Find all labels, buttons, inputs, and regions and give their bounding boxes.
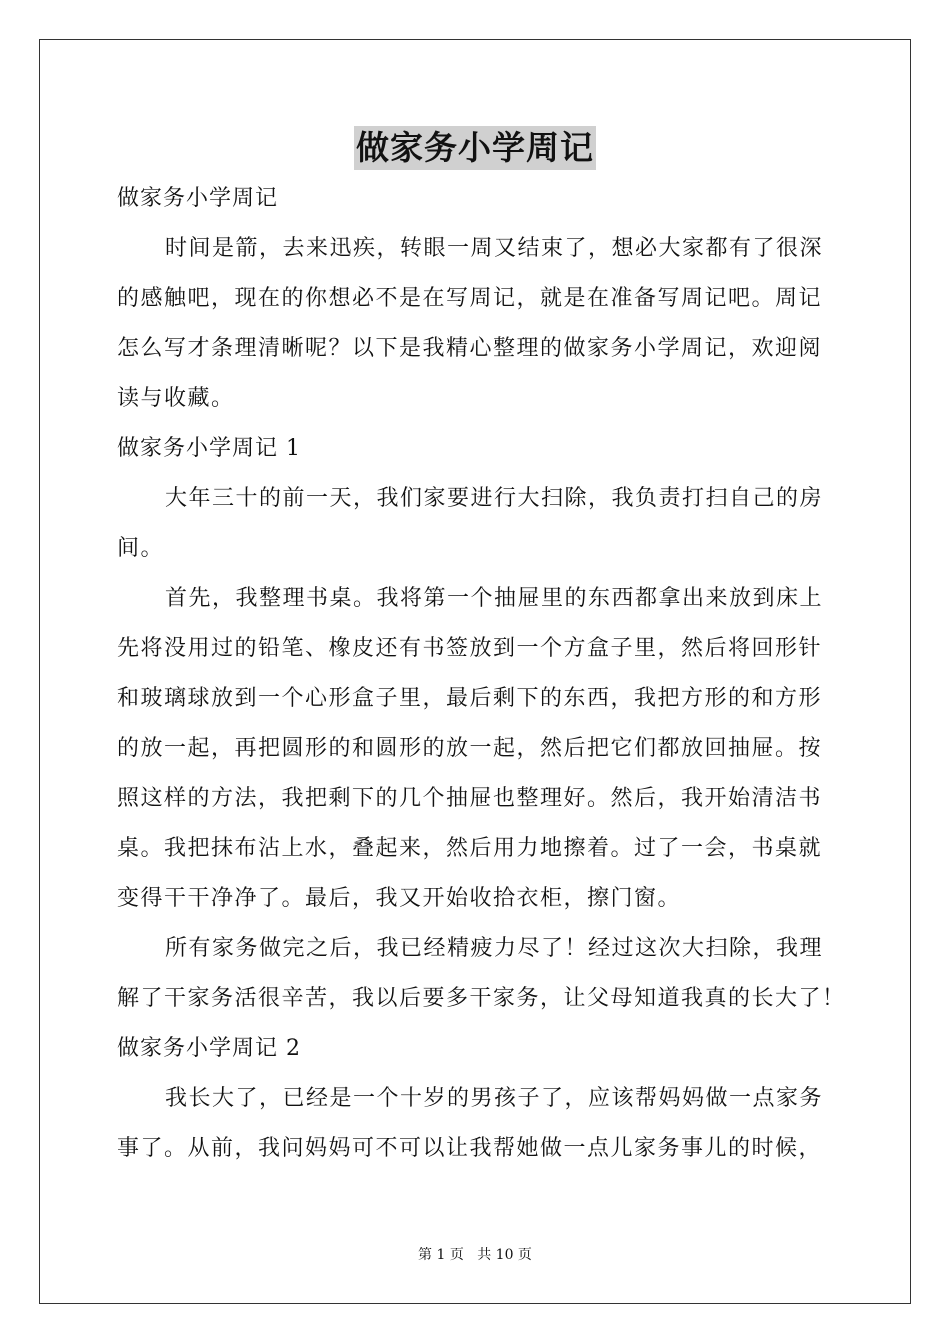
page-number: 第 1 页: [418, 1247, 464, 1263]
document-body: [117, 174, 846, 1174]
title-wrap: [0, 126, 950, 170]
document-title: 做家务小学周记: [354, 126, 596, 170]
text-line: 变得干干净净了。最后，我又开始收拾衣柜，擦门窗。: [117, 886, 682, 911]
text-line: 事了。从前，我问妈妈可不可以让我帮她做一点儿家务事儿的时候，: [117, 1136, 823, 1161]
text-line: 怎么写才条理清晰呢？以下是我精心整理的做家务小学周记，欢迎阅: [117, 336, 823, 361]
text-line: 桌。我把抹布沾上水，叠起来，然后用力地擦着。过了一会，书桌就: [117, 836, 823, 861]
section-heading: 做家务小学周记 2: [117, 1036, 301, 1061]
section-heading: 做家务小学周记 1: [117, 436, 301, 461]
text-line: 解了干家务活很辛苦，我以后要多干家务，让父母知道我真的长大了！: [117, 986, 846, 1011]
text-line: 大年三十的前一天，我们家要进行大扫除，我负责打扫自己的房: [165, 486, 824, 511]
text-line: 首先，我整理书桌。我将第一个抽屉里的东西都拿出来放到床上: [165, 586, 824, 611]
text-line: 时间是箭，去来迅疾，转眼一周又结束了，想必大家都有了很深: [165, 236, 824, 261]
text-line: 间。: [117, 536, 165, 561]
text-line: 所有家务做完之后，我已经精疲力尽了！经过这次大扫除，我理: [165, 936, 824, 961]
page-footer: [0, 1246, 950, 1264]
text-line: 我长大了，已经是一个十岁的男孩子了，应该帮妈妈做一点家务: [165, 1086, 824, 1111]
text-line: 读与收藏。: [117, 386, 235, 411]
text-line: 照这样的方法，我把剩下的几个抽屉也整理好。然后，我开始清洁书: [117, 786, 823, 811]
text-line: 先将没用过的铅笔、橡皮还有书签放到一个方盒子里，然后将回形针: [117, 636, 823, 661]
text-line: 和玻璃球放到一个心形盒子里，最后剩下的东西，我把方形的和方形: [117, 686, 823, 711]
text-line: 的感触吧，现在的你想必不是在写周记，就是在准备写周记吧。周记: [117, 286, 823, 311]
page-total: 共 10 页: [477, 1247, 532, 1263]
text-line: 的放一起，再把圆形的和圆形的放一起，然后把它们都放回抽屉。按: [117, 736, 823, 761]
section-heading: 做家务小学周记: [117, 186, 279, 211]
